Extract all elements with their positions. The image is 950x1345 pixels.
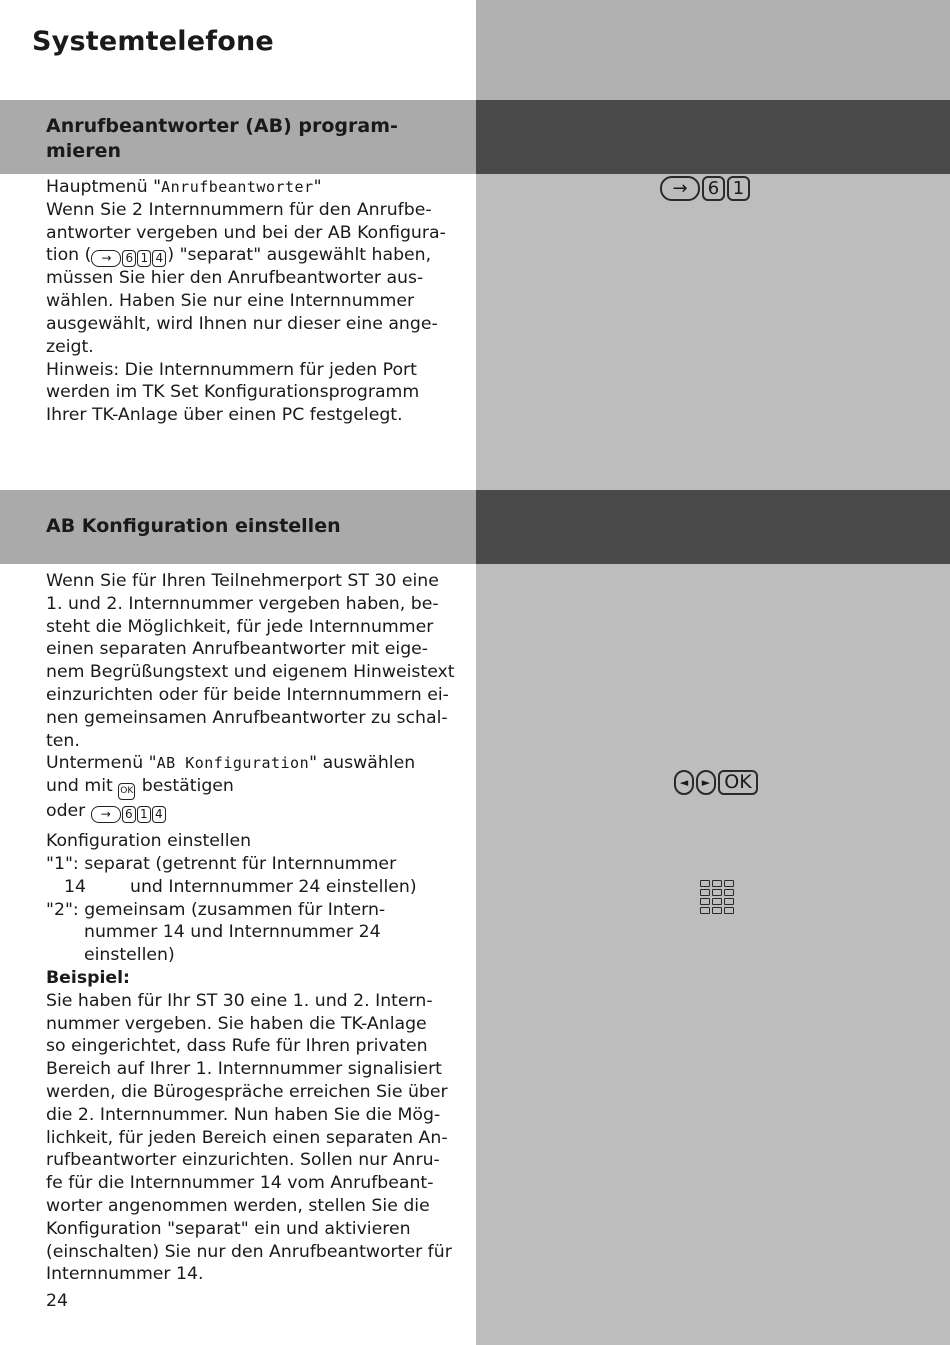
- arrow-key-icon: →: [660, 176, 700, 201]
- submenu-line: [46, 752, 474, 775]
- section1-body: [46, 176, 474, 427]
- para1-line: Wenn Sie 2 Internnummern für den Anrufbe-: [46, 199, 432, 220]
- page-title: Systemtelefone: [32, 26, 274, 57]
- hint-line: Hinweis: Die Internnummern für jeden Port: [46, 359, 417, 380]
- example-line: fe für die Internnummer 14 vom Anrufbeant-: [46, 1173, 434, 1194]
- arrow-key-icon: →: [91, 250, 121, 267]
- para1-line: wählen. Haben Sie nur eine Internnummer: [46, 291, 415, 312]
- confirm-prefix: und mit: [46, 776, 119, 797]
- key-1-icon: 1: [137, 250, 151, 267]
- option1-text: und Internnummer 24 einstellen): [130, 876, 417, 897]
- menu-prefix: Hauptmenü ": [46, 177, 162, 197]
- submenu-suffix: " auswählen: [309, 753, 416, 774]
- para1-line: antworter vergeben und bei der AB Konfigura-: [46, 222, 446, 243]
- section2-title: AB Konfiguration einstellen: [46, 515, 341, 537]
- config-title: Konfiguration einstellen: [46, 831, 252, 852]
- or-line: [46, 800, 474, 823]
- section2-header-bar-right: [476, 490, 950, 564]
- example-line: werden, die Bürogespräche erreichen Sie über: [46, 1081, 448, 1102]
- hint-line: werden im TK Set Konfigurationsprogramm: [46, 382, 420, 403]
- ok-key-icon: OK: [118, 783, 135, 800]
- arrow-key-icon: →: [91, 806, 121, 823]
- right-arrow-key-icon: ►: [696, 770, 716, 795]
- option2-line: nummer 14 und Internnummer 24: [84, 922, 381, 943]
- hint-line: Ihrer TK-Anlage über einen PC festgelegt.: [46, 405, 403, 426]
- example-line: Konfiguration "separat" ein und aktivieren: [46, 1218, 411, 1239]
- submenu-prefix: Untermenü ": [46, 753, 157, 774]
- key-6-icon: 6: [122, 250, 136, 267]
- example-line: (einschalten) Sie nur den Anrufbeantworter für: [46, 1241, 452, 1262]
- option1-line2: [46, 876, 474, 899]
- left-arrow-key-icon: ◄: [674, 770, 694, 795]
- example-line: Sie haben für Ihr ST 30 eine 1. und 2. Intern-: [46, 990, 433, 1011]
- intro-line: ten.: [46, 730, 80, 751]
- key-6-icon: 6: [702, 176, 725, 201]
- section1-title: [46, 114, 398, 164]
- menu-suffix: ": [313, 177, 322, 197]
- confirm-suffix: bestätigen: [136, 776, 234, 797]
- intro-line: Wenn Sie für Ihren Teilnehmerport ST 30 eine: [46, 571, 439, 591]
- intro-line: 1. und 2. Internnummer vergeben haben, be-: [46, 593, 439, 614]
- intro-line: nem Begrüßungstext und eigenem Hinweistext: [46, 662, 455, 683]
- example-line: worter angenommen werden, stellen Sie die: [46, 1195, 430, 1216]
- option1-number: 14: [64, 876, 86, 897]
- section1-title-line1: Anrufbeantworter (AB) program-: [46, 115, 398, 137]
- key-1-icon: 1: [727, 176, 750, 201]
- intro-line: einzurichten oder für beide Internnummern ei-: [46, 684, 449, 705]
- section1-side-keys: [660, 176, 752, 201]
- example-line: Bereich auf Ihrer 1. Internnummer signalisiert: [46, 1059, 442, 1080]
- keypad-icon: [700, 880, 734, 914]
- key-4-icon: 4: [152, 250, 166, 267]
- intro-line: steht die Möglichkeit, für jede Internnummer: [46, 616, 434, 637]
- right-column-background: [476, 0, 950, 1345]
- key-1-icon: 1: [137, 806, 151, 823]
- page-number: 24: [46, 1291, 68, 1311]
- menu-line: [46, 176, 474, 199]
- intro-line: einen separaten Anrufbeantworter mit eige-: [46, 639, 429, 660]
- key-6-icon: 6: [122, 806, 136, 823]
- menu-lcd-text: Anrufbeantworter: [161, 178, 314, 196]
- para1-line: ausgewählt, wird Ihnen nur dieser eine ange-: [46, 313, 438, 334]
- example-label: Beispiel:: [46, 967, 130, 988]
- para1-suffix: ) "separat" ausgewählt haben,: [167, 245, 432, 266]
- example-line: nummer vergeben. Sie haben die TK-Anlage: [46, 1013, 427, 1034]
- key-4-icon: 4: [152, 806, 166, 823]
- or-prefix: oder: [46, 801, 91, 822]
- section2-body: [46, 570, 474, 1286]
- example-line: lichkeit, für jeden Bereich einen separaten An-: [46, 1127, 448, 1148]
- example-line: Internnummer 14.: [46, 1264, 204, 1285]
- section1-header-bar-right: [476, 100, 950, 174]
- para1-line: müssen Sie hier den Anrufbeantworter aus-: [46, 268, 424, 289]
- para1-line: zeigt.: [46, 336, 94, 357]
- section1-title-line2: mieren: [46, 140, 121, 162]
- example-line: rufbeantworter einzurichten. Sollen nur Anru-: [46, 1150, 440, 1171]
- confirm-line: [46, 775, 474, 800]
- section2-side-nav-keys: [674, 770, 760, 795]
- example-line: die 2. Internnummer. Nun haben Sie die Mög-: [46, 1104, 441, 1125]
- option2-line: "2": gemeinsam (zusammen für Intern-: [46, 899, 386, 920]
- submenu-lcd-text: AB Konfiguration: [156, 754, 310, 773]
- ok-key-icon: OK: [718, 770, 758, 795]
- para1-prefix: tion (: [46, 245, 92, 266]
- right-header-background: [476, 0, 950, 100]
- example-line: so eingerichtet, dass Rufe für Ihren privaten: [46, 1036, 428, 1057]
- option2-line: einstellen): [84, 945, 175, 966]
- para1-line-keys: [46, 244, 474, 267]
- intro-line: nen gemeinsamen Anrufbeantworter zu schal-: [46, 707, 448, 728]
- option1-line: "1": separat (getrennt für Internnummer: [46, 853, 397, 874]
